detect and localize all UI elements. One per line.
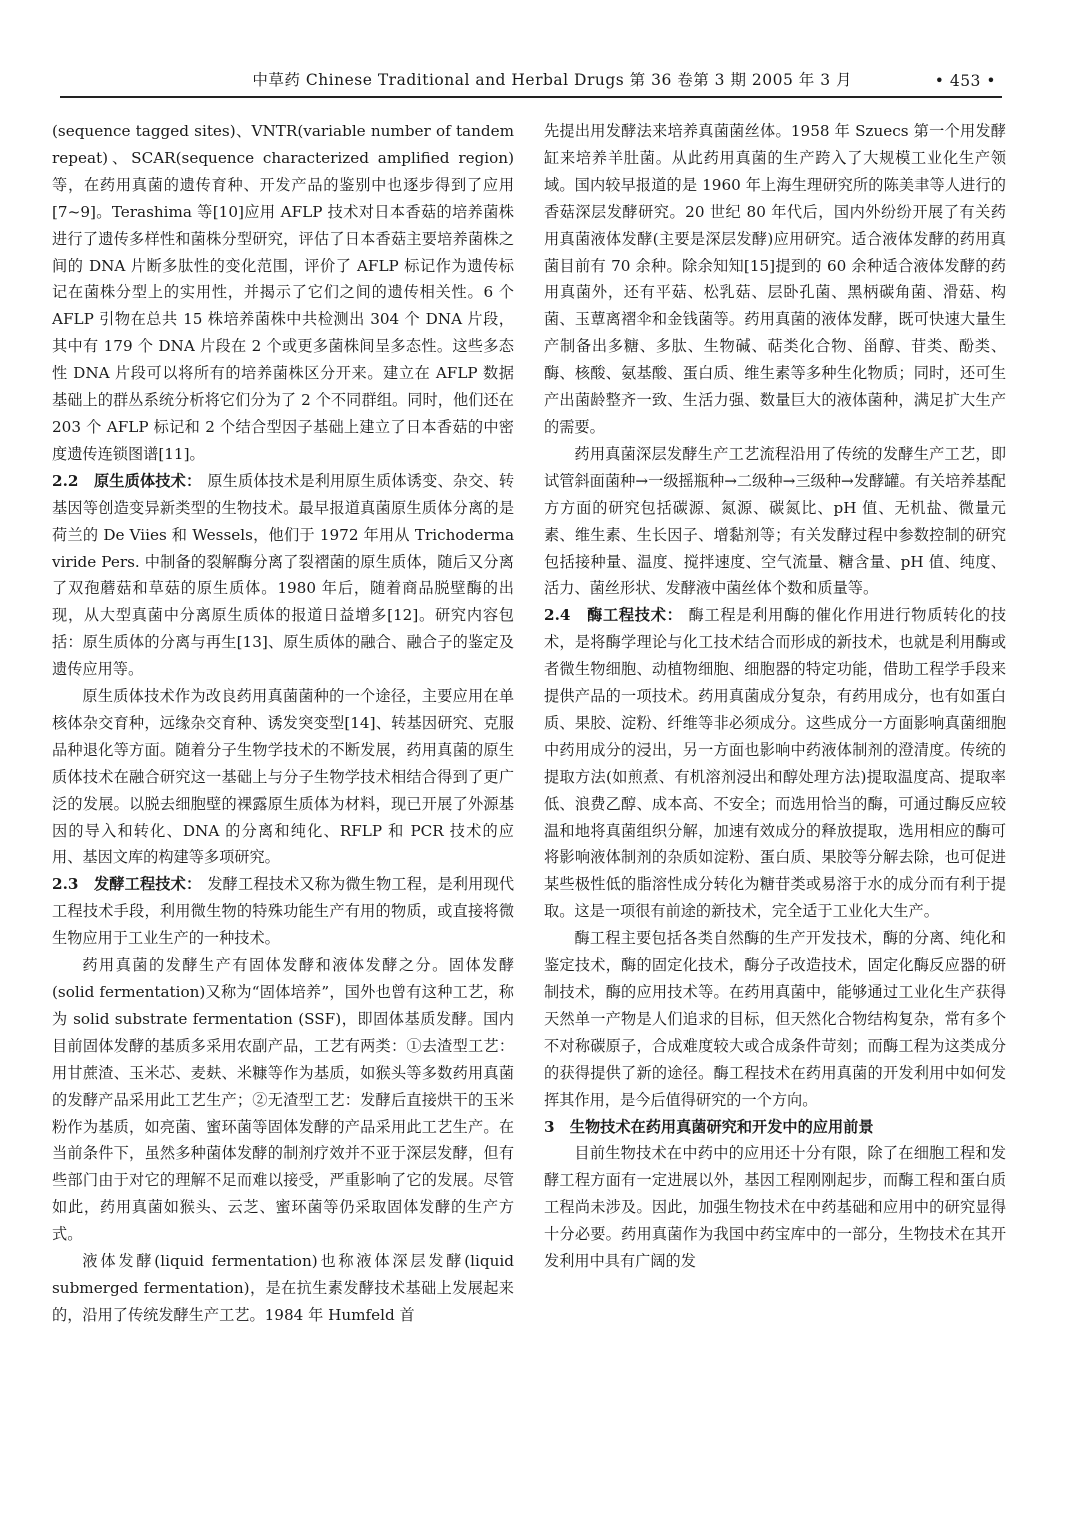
paragraph: 目前生物技术在中药中的应用还十分有限，除了在细胞工程和发酵工程方面有一定进展以外，基因工程刚刚起步，而酶工程和蛋白质工程尚未涉及。因此，加强生物技术在中药基础和应用中的研究显得十分必要。药用真菌作为我国中药宝库中的一部分，生物技术在其开发利用中具有广阔的发 — [544, 1144, 1006, 1271]
section-2-2 — [52, 468, 514, 683]
section-number: 2.4 — [544, 606, 571, 625]
right-column — [544, 118, 1006, 1275]
paragraph: 先提出用发酵法来培养真菌菌丝体。1958 年 Szuecs 第一个用发酵缸来培养羊肚菌。从此药用真菌的生产跨入了大规模工业化生产领域。国内较早报道的是 1960 年上海生理研究所的陈美聿等人进行的香菇深层发酵研究。20 世纪 80 年代后，国内外纷纷开展了有关药用真菌液体发酵(主要是深层发酵)应用研究。适合液体发酵的药用真菌目前有 70 余种。除余知知[15]提到的 60 余种适合液体发酵的药用真菌外，还有平菇、松乳菇、层卧孔菌、黑柄碳角菌、滑菇、构菌、玉蕈离褶伞和金钱菌等。药用真菌的液体发酵，既可快速大量生产制备出多糖、多肽、生物碱、萜类化合物、甾醇、苷类、酚类、酶、核酸、氨基酸、蛋白质、维生素等多种生化物质；同时，还可生产出菌龄整齐一致、生活力强、数量巨大的液体菌种，满足扩大生产的需要。 — [544, 122, 1006, 436]
paragraph: 酶工程主要包括各类自然酶的生产开发技术，酶的分离、纯化和鉴定技术，酶的固定化技术，酶分子改造技术，固定化酶反应器的研制技术，酶的应用技术等。在药用真菌中，能够通过工业化生产获得天然单一产物是人们追求的目标，但天然化合物结构复杂，常有多个不对称碳原子，合成难度较大或合成条件苛刻；而酶工程为这类成分的获得提供了新的途径。酶工程技术在药用真菌的开发利用中如何发挥其作用，是今后值得研究的一个方向。 — [544, 929, 1006, 1109]
paragraph: 原生质体技术作为改良药用真菌菌种的一个途径，主要应用在单核体杂交育种，远缘杂交育种、诱发突变型[14]、转基因研究、克服品种退化等方面。随着分子生物学技术的不断发展，药用真菌的原生质体技术在融合研究这一基础上与分子生物学技术相结合得到了更广泛的发展。以脱去细胞壁的裸露原生质体为材料，现已开展了外源基因的导入和转化、DNA 的分离和纯化、RFLP 和 PCR 技术的应用、基因文库的构建等多项研究。 — [52, 687, 514, 867]
section-title: 原生质体技术： — [93, 471, 202, 490]
paragraph: 药用真菌的发酵生产有固体发酵和液体发酵之分。固体发酵(solid fermentation)又称为“固体培养”，国外也曾有这种工艺，称为 solid substrate fermentation (SSF)，即固体基质发酵。国内目前固体发酵的基质多采用农副产品，工艺有两类：①去渣型工艺：用甘蔗渣、玉米芯、麦麸、米糠等作为基质，如猴头等多数药用真菌的发酵产品采用此工艺生产；②无渣型工艺：发酵后直接烘干的玉米粉作为基质，如亮菌、蜜环菌等固体发酵的产品采用此工艺生产。在当前条件下，虽然多种菌体发酵的制剂疗效并不亚于深层发酵，但有些部门由于对它的理解不足而难以接受，严重影响了它的发展。尽管如此，药用真菌如猴头、云芝、蜜环菌等仍采取固体发酵的生产方式。 — [52, 956, 514, 1244]
left-column — [52, 118, 514, 1329]
journal-title: 中草药 Chinese Traditional and Herbal Drugs 第 36 卷第 3 期 2005 年 3 月 — [252, 71, 852, 89]
section-2-4 — [544, 602, 1006, 925]
section-number: 2.3 — [52, 875, 79, 894]
section-number: 2.2 — [52, 471, 79, 490]
page-number: • 453 • — [934, 72, 996, 90]
running-header — [60, 64, 1002, 98]
section-text: 酶工程是利用酶的催化作用进行物质转化的技术，是将酶学理论与化工技术结合而形成的新技术，也就是利用酶或者微生物细胞、动植物细胞、细胞器的特定功能，借助工程学手段来提供产品的一项技术。药用真菌成分复杂，有药用成分，也有如蛋白质、果胶、淀粉、纤维等非必须成分。这些成分一方面影响真菌细胞中药用成分的浸出，另一方面也影响中药液体制剂的澄清度。传统的提取方法(如煎煮、有机溶剂浸出和醇处理方法)提取温度高、提取率低、浪费乙醇、成本高、不安全；而选用恰当的酶，可通过酶反应较温和地将真菌组织分解，加速有效成分的释放提取，选用相应的酶可将影响液体制剂的杂质如淀粉、蛋白质、果胶等分解去除，也可促进某些极性低的脂溶性成分转化为糖苷类或易溶于水的成分而有利于提取。这是一项很有前途的新技术，完全适于工业化大生产。 — [544, 606, 1007, 921]
section-2-3 — [52, 871, 514, 952]
paragraph: 药用真菌深层发酵生产工艺流程沿用了传统的发酵生产工艺，即试管斜面菌种→一级摇瓶种→二级种→三级种→发酵罐。有关培养基配方方面的研究包括碳源、氮源、碳氮比、pH 值、无机盐、微量元素、维生素、生长因子、增黏剂等；有关发酵过程中参数控制的研究包括接种量、温度、搅拌速度、空气流量、糖含量、pH 值、纯度、活力、菌丝形状、发酵液中菌丝体个数和质量等。 — [544, 444, 1006, 598]
paragraph: (sequence tagged sites)、VNTR(variable number of tandem repeat)、SCAR(sequence characterized amplified region)等，在药用真菌的遗传育种、开发产品的鉴别中也逐步得到了应用[7~9]。Terashima 等[10]应用 AFLP 技术对日本香菇的培养菌株进行了遗传多样性和菌株分型研究，评估了日本香菇主要培养菌株之间的 DNA 片断多肽性的变化范围，评价了 AFLP 标记作为遗传标记在菌株分型上的实用性，并揭示了它们之间的遗传相关性。6 个 AFLP 引物在总共 15 株培养菌株中共检测出 304 个 DNA 片段，其中有 179 个 DNA 片段在 2 个或更多菌株间呈多态性。这些多态性 DNA 片段可以将所有的培养菌株区分开来。建立在 AFLP 数据基础上的群丛系统分析将它们分为了 2 个不同群组。同时，他们还在 203 个 AFLP 标记和 2 个结合型因子基础上建立了日本香菇的中密度遗传连锁图谱[11]。 — [52, 122, 514, 463]
paragraph: 液体发酵(liquid fermentation)也称液体深层发酵(liquid submerged fermentation)，是在抗生素发酵技术基础上发展起来的，沿用了传统发酵生产工艺。1984 年 Humfeld 首 — [52, 1252, 514, 1324]
section-title: 酶工程技术： — [587, 606, 683, 625]
section-3-heading: 3 生物技术在药用真菌研究和开发中的应用前景 — [544, 1117, 874, 1136]
section-text: 原生质体技术是利用原生质体诱变、杂交、转基因等创造变异新类型的生物技术。最早报道真菌原生质体分离的是荷兰的 De Viies 和 Wessels，他们于 1972 年用从 Trichoderma viride Pers. 中制备的裂解酶分离了裂褶菌的原生质体，随后又分离了双孢蘑菇和草菇的原生质体。1980 年后，随着商品脱壁酶的出现，从大型真菌中分离原生质体的报道日益增多[12]。研究内容包括：原生质体的分离与再生[13]、原生质体的融合、融合子的鉴定及遗传应用等。 — [52, 471, 515, 679]
section-title: 发酵工程技术： — [93, 875, 202, 894]
section-text: 发酵工程技术又称为微生物工程，是利用现代工程技术手段，利用微生物的特殊功能生产有用的物质，或直接将微生物应用于工业生产的一种技术。 — [52, 875, 515, 948]
